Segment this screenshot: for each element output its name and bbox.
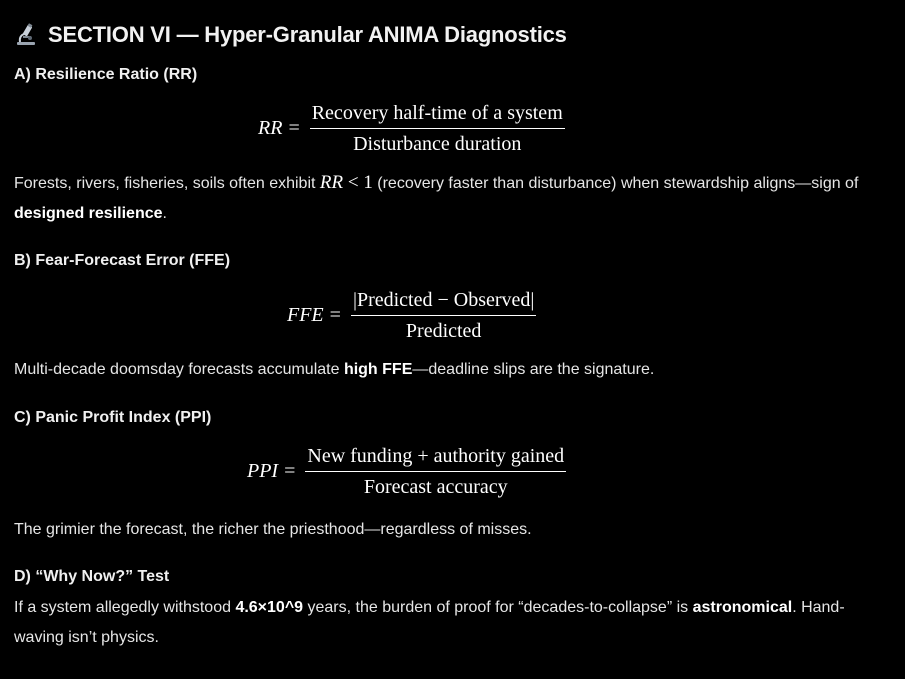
section-title: [14, 22, 567, 48]
heading-resilience-ratio: A) Resilience Ratio (RR): [14, 66, 198, 83]
fraction-denominator: Predicted: [405, 320, 482, 342]
bold-text: high FFE: [343, 361, 413, 378]
equation-ppi: [247, 444, 566, 499]
fraction-numerator: Recovery half-time of a system: [310, 101, 565, 129]
section-title-text: SECTION VI — Hyper-Granular ANIMA Diagnostics: [48, 22, 567, 47]
fraction: [351, 288, 536, 343]
equation-equals: =: [329, 304, 341, 326]
fraction: [305, 444, 566, 499]
equation-equals: =: [288, 117, 300, 139]
equation-lhs: RR: [258, 117, 283, 139]
fraction: [310, 101, 565, 156]
equation-lhs: PPI: [247, 460, 279, 482]
inline-math: RR < 1: [319, 172, 373, 193]
equation-lhs: FFE: [287, 304, 324, 326]
fraction-numerator: New funding + authority gained: [305, 444, 566, 472]
microscope-icon: [14, 23, 38, 47]
paragraph-why-now: If a system allegedly withstood 4.6×10^9 years, the burden of proof for “decades-to-collapse” is astronomical. Hand-waving isn’t physics.: [14, 599, 845, 646]
heading-why-now-test: D) “Why Now?” Test: [14, 568, 170, 585]
fraction-numerator: |Predicted − Observed|: [351, 288, 536, 316]
paragraph-ffe: Multi-decade doomsday forecasts accumulate high FFE—deadline slips are the signature.: [14, 361, 655, 378]
bold-text: designed resilience: [14, 205, 163, 222]
fraction-denominator: Disturbance duration: [353, 133, 522, 155]
heading-fear-forecast-error: B) Fear-Forecast Error (FFE): [14, 252, 231, 269]
equation-rr: [258, 101, 565, 156]
paragraph-ppi: The grimier the forecast, the richer the priesthood—regardless of misses.: [14, 521, 532, 538]
bold-text: astronomical: [692, 599, 793, 616]
equation-ffe: [287, 288, 536, 343]
bold-text: 4.6×10^9: [235, 599, 304, 616]
fraction-denominator: Forecast accuracy: [363, 476, 508, 498]
paragraph-resilience: Forests, rivers, fisheries, soils often exhibit RR < 1 (recovery faster than disturbance) when stewardship aligns—sign of designed resilience.: [14, 172, 859, 222]
equation-equals: =: [284, 460, 296, 482]
heading-panic-profit-index: C) Panic Profit Index (PPI): [14, 409, 212, 426]
